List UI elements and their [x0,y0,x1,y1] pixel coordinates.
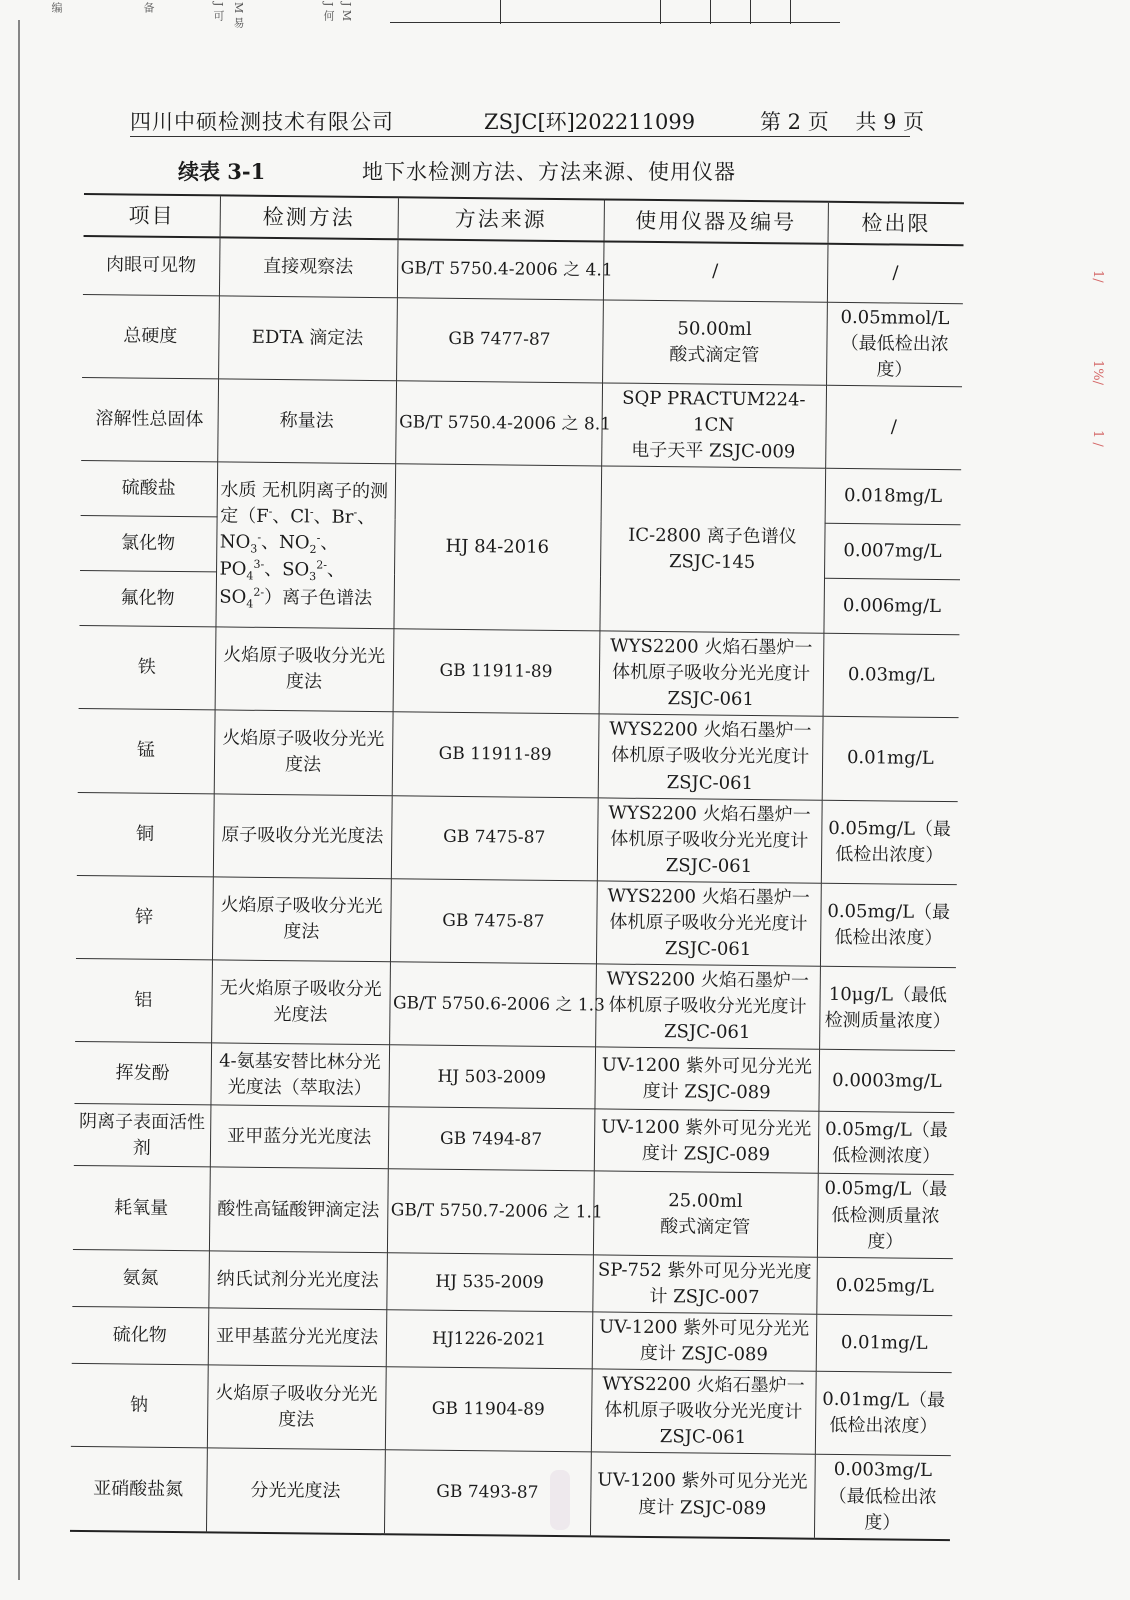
cell-instrument: WYS2200 火焰石墨炉一体机原子吸收分光光度计 ZSJC-061 [595,964,820,1050]
cell-method: 4-氨基安替比林分光光度法（萃取法） [210,1043,389,1107]
cell-source: GB/T 5750.4-2006 之 8.1 [395,381,602,466]
fragment-mark: M 易 [232,2,245,28]
table-row [76,875,957,967]
anion-ion [278,531,321,556]
fragment-tick [710,0,711,24]
cell-method: 酸性高锰酸钾滴定法 [209,1167,388,1252]
cell-method: 亚甲蓝分光光度法 [210,1105,389,1169]
cell-limit: 10μg/L（最低检测质量浓度） [819,966,956,1051]
anion-ion [331,506,357,527]
anion-ion [219,585,265,611]
ion-subscript: 3 [250,542,258,556]
cell-item: 肉眼可见物 [83,236,220,295]
cell-source: GB 7493-87 [384,1450,591,1536]
anion-ion [282,558,328,584]
fragment-tick [750,0,751,24]
cell-item: 总硬度 [82,294,219,379]
fragment-mark: J 何 [322,2,335,21]
cell-item: 亚硝酸盐氮 [70,1447,207,1532]
table-row [73,1166,954,1258]
anion-ion [290,506,313,527]
ion-separator: 、 [313,506,332,528]
cell-limit: 0.0003mg/L [818,1050,955,1113]
cell-method: 火焰原子吸收分光光度法 [212,877,391,962]
anion-method-prefix: 水质 无机阴离子的测定（ [220,479,389,527]
fragment-tick [790,0,791,24]
table-row [78,709,959,801]
cell-limit: 0.05mg/L（最低检测浓度） [818,1112,955,1175]
cell-source: GB 7475-87 [390,879,597,964]
cell-item: 锌 [76,875,213,960]
ion-charge: - [309,505,314,519]
company-name: 四川中硕检测技术有限公司 [130,110,394,134]
ion-charge: - [353,505,358,519]
report-number: ZSJC[环]202211099 [484,110,696,134]
detection-methods-table [70,193,964,1541]
ion-subscript: 3 [309,570,317,584]
ion-symbol: Br [331,506,354,528]
cell-instrument: WYS2200 火焰石墨炉一体机原子吸收分光光度计 ZSJC-061 [597,798,822,884]
cell-method [215,462,395,629]
ion-symbol: SO [219,586,247,608]
cell-method: 称量法 [217,379,396,464]
cell-method: 无火焰原子吸收分光光度法 [211,960,390,1045]
anion-ion [219,558,265,583]
ion-charge: - [316,531,321,545]
table-row [72,1249,953,1315]
cell-instrument: 50.00ml 酸式滴定管 [602,299,827,385]
cell-limit: 0.025mg/L [816,1257,953,1316]
header-method: 检测方法 [220,195,398,239]
ion-charge: 3- [253,558,265,572]
cell-method: 直接观察法 [219,237,398,297]
table-row [75,959,956,1051]
table-row [83,236,964,303]
cell-source: GB 7494-87 [388,1107,595,1171]
cell-instrument: WYS2200 火焰石墨炉一体机原子吸收分光光度计 ZSJC-061 [596,881,821,967]
ion-separator: 、 [357,506,376,528]
fragment-tick [500,0,501,24]
cell-item: 氨氮 [72,1249,209,1308]
table-body [70,236,964,1540]
table-title: 地下水检测方法、方法来源、使用仪器 [362,160,736,184]
fragment-mark: J 可 [212,2,225,21]
cell-method: 火焰原子吸收分光光度法 [215,627,394,712]
cell-item: 溶解性总固体 [81,377,218,462]
ion-separator: 、 [260,531,280,553]
header-source: 方法来源 [398,197,604,241]
cell-limit: / [825,385,962,470]
cell-item: 挥发酚 [74,1042,211,1105]
cell-source: GB/T 5750.7-2006 之 1.1 [387,1169,594,1254]
cell-instrument: SP-752 紫外可见分光光度计 ZSJC-007 [592,1255,817,1315]
cell-limit: 0.01mg/L [822,717,959,802]
ion-subscript: 2 [309,542,317,556]
cell-item: 铝 [75,959,212,1044]
ion-separator: 、 [272,505,291,527]
ion-symbol: NO [219,531,251,553]
cell-source: HJ 84-2016 [393,464,601,631]
cell-instrument: WYS2200 火焰石墨炉一体机原子吸收分光光度计 ZSJC-061 [591,1369,816,1455]
ion-separator: 、 [326,559,346,582]
cell-source: GB/T 5750.4-2006 之 4.1 [397,239,604,299]
anion-method-suffix: ）离子色谱法 [263,586,373,609]
cell-instrument: SQP PRACTUM224-1CN 电子天平 ZSJC-009 [601,383,826,469]
previous-page-fragment [20,0,840,30]
cell-item: 锰 [78,709,215,794]
ion-subscript: 4 [246,597,254,611]
cell-limit: 0.05mg/L（最低检出浓度） [820,883,957,968]
ion-symbol: NO [278,531,310,554]
cell-limit: 0.05mmol/L（最低检出浓度） [826,302,963,387]
margin-mark: 1/ [1090,270,1105,283]
cell-source: HJ1226-2021 [386,1310,593,1369]
table-row [81,461,962,525]
ion-charge: - [257,530,262,544]
cell-source: HJ 503-2009 [388,1045,595,1109]
cell-item: 氟化物 [79,571,216,627]
cell-method: 火焰原子吸收分光光度法 [207,1365,386,1450]
cell-item: 铜 [77,792,214,877]
cell-source: GB 11904-89 [385,1367,592,1452]
cell-source: GB 11911-89 [393,629,600,714]
margin-marks [1090,270,1120,490]
header-limit: 检出限 [828,202,964,245]
cell-source: GB/T 5750.6-2006 之 1.3 [389,962,596,1047]
fragment-mark: J M [340,2,353,22]
cell-limit: 0.003mg/L（最低检出浓度） [814,1455,951,1540]
ion-charge: - [268,504,273,518]
cell-limit: 0.01mg/L（最低检出浓度） [815,1371,952,1456]
cell-instrument: 25.00ml 酸式滴定管 [593,1171,818,1257]
page-number: 第 2 页 共 9 页 [760,110,925,134]
cell-source: GB 7477-87 [396,297,603,382]
ion-separator: 、 [320,532,339,554]
table-row [74,1104,955,1175]
paper-stain [550,1470,570,1530]
cell-method: 火焰原子吸收分光光度法 [214,710,393,795]
cell-method: 纳氏试剂分光光度法 [208,1251,387,1310]
table-number: 续表 3-1 [178,159,266,184]
table-row [74,1042,955,1113]
fragment-mark: 编 [50,2,63,13]
ion-symbol: SO [282,559,310,581]
page-header [130,104,925,137]
ion-separator: 、 [264,559,283,581]
ion-subscript: 4 [246,569,254,583]
cell-limit: 0.05mg/L（最低检测质量浓度） [817,1174,954,1259]
table-row [70,1447,951,1540]
table-row [77,792,958,884]
cell-limit: / [827,244,964,303]
cell-limit: 0.03mg/L [823,633,960,718]
cell-instrument: UV-1200 紫外可见分光光度计 ZSJC-089 [590,1452,815,1538]
cell-item: 氯化物 [80,516,217,572]
table-row [81,377,962,469]
margin-mark: 1%/ [1090,360,1105,386]
ion-symbol: Cl [290,505,310,528]
cell-item: 硫酸盐 [81,461,218,517]
cell-item: 硫化物 [72,1306,209,1365]
fragment-tick [660,0,661,24]
cell-limit: 0.006mg/L [823,578,960,634]
cell-source: HJ 535-2009 [386,1252,593,1311]
page-edge-shadow [18,20,20,1580]
ion-symbol: F [256,505,269,527]
cell-method: 原子吸收分光光度法 [213,794,392,879]
cell-instrument: UV-1200 紫外可见分光光度计 ZSJC-089 [592,1312,817,1372]
header-instrument: 使用仪器及编号 [604,199,828,243]
ion-symbol: PO [219,558,247,581]
cell-method: 亚甲基蓝分光光度法 [208,1308,387,1367]
cell-item: 钠 [71,1364,208,1449]
cell-source: GB 7475-87 [391,795,598,880]
table-row [71,1364,952,1456]
cell-instrument: WYS2200 火焰石墨炉一体机原子吸收分光光度计 ZSJC-061 [598,714,823,800]
header-item: 项目 [84,194,220,237]
fragment-mark: 备 [142,2,155,13]
margin-mark: 1 / [1090,430,1105,447]
cell-instrument: UV-1200 紫外可见分光光度计 ZSJC-089 [594,1109,819,1173]
ion-charge: 2- [253,585,265,599]
cell-instrument: / [603,241,828,301]
cell-item: 铁 [79,626,216,711]
cell-method: EDTA 滴定法 [218,295,397,380]
cell-instrument: UV-1200 紫外可见分光光度计 ZSJC-089 [594,1047,819,1111]
cell-item: 阴离子表面活性剂 [74,1104,211,1167]
ion-charge: 2- [316,558,328,572]
anion-ion [219,530,262,556]
cell-limit: 0.01mg/L [816,1314,953,1373]
cell-item: 耗氧量 [73,1166,210,1251]
cell-limit: 0.007mg/L [824,523,961,579]
anion-ion [256,506,272,527]
cell-limit: 0.05mg/L（最低检出浓度） [821,800,958,885]
fragment-rule [390,22,840,23]
cell-source: GB 11911-89 [392,712,599,797]
cell-instrument: IC-2800 离子色谱仪 ZSJC-145 [599,466,825,633]
cell-instrument: WYS2200 火焰石墨炉一体机原子吸收分光光度计 ZSJC-061 [599,631,824,717]
table-row [82,294,963,386]
table-row [79,626,960,718]
cell-limit: 0.018mg/L [825,468,962,524]
cell-method: 分光光度法 [206,1448,385,1534]
table-row [72,1306,953,1372]
